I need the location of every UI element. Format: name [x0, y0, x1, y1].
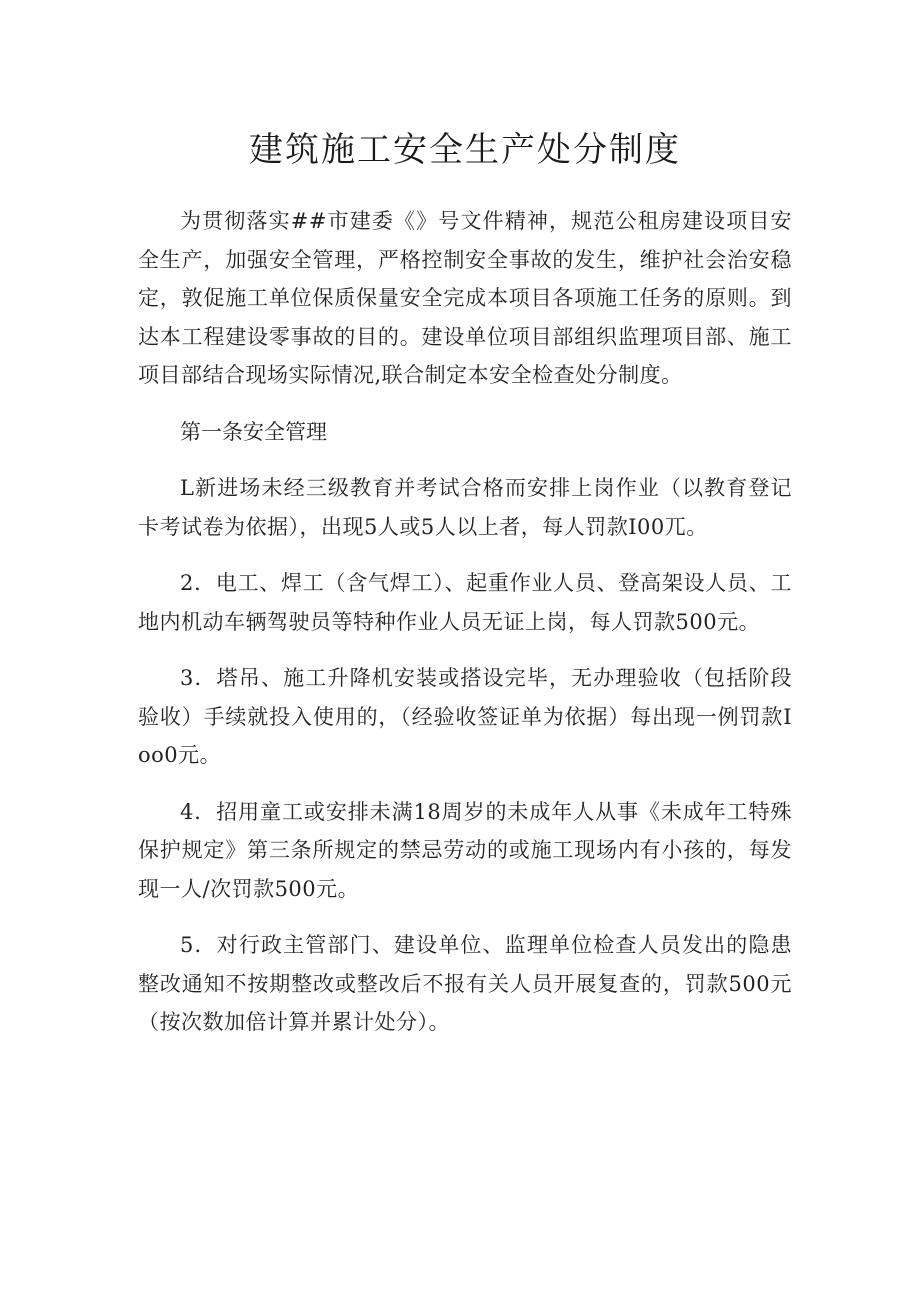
article-item-5: 5．对行政主管部门、建设单位、监理单位检查人员发出的隐患整改通知不按期整改或整改后不报有关人员开展复查的，罚款500元（按次数加倍计算并累计处分）。	[138, 933, 792, 1034]
document-title: 建筑施工安全生产处分制度	[249, 130, 681, 170]
article-item-1: L新进场未经三级教育并考试合格而安排上岗作业（以教育登记卡考试卷为依据），出现5人或5人以上者，每人罚款I00兀。	[138, 476, 792, 539]
article-item-4: 4．招用童工或安排未满18周岁的未成年人从事《未成年工特殊保护规定》第三条所规定的禁忌劳动的或施工现场内有小孩的，每发现一人/次罚款500元。	[138, 799, 792, 901]
article-item-3: 3．塔吊、施工升降机安装或搭设完毕，无办理验收（包括阶段验收）手续就投入使用的，（经验收签证单为依据）每出现一例罚款Ioo0元。	[138, 666, 792, 767]
section-heading: 第一条安全管理	[180, 419, 327, 444]
intro-paragraph: 为贯彻落实##市建委《》号文件精神，规范公租房建设项目安全生产，加强安全管理，严格控制安全事故的发生，维护社会治安稳定，敦促施工单位保质保量安全完成本项目各项施工任务的原则。到达本工程建设零事故的目的。建设单位项目部组织监理项目部、施工项目部结合现场实际情况,联合制定本安全检查处分制度。	[138, 209, 792, 387]
article-item-2: 2．电工、焊工（含气焊工）、起重作业人员、登高架设人员、工地内机动车辆驾驶员等特种作业人员无证上岗，每人罚款500元。	[138, 571, 792, 634]
